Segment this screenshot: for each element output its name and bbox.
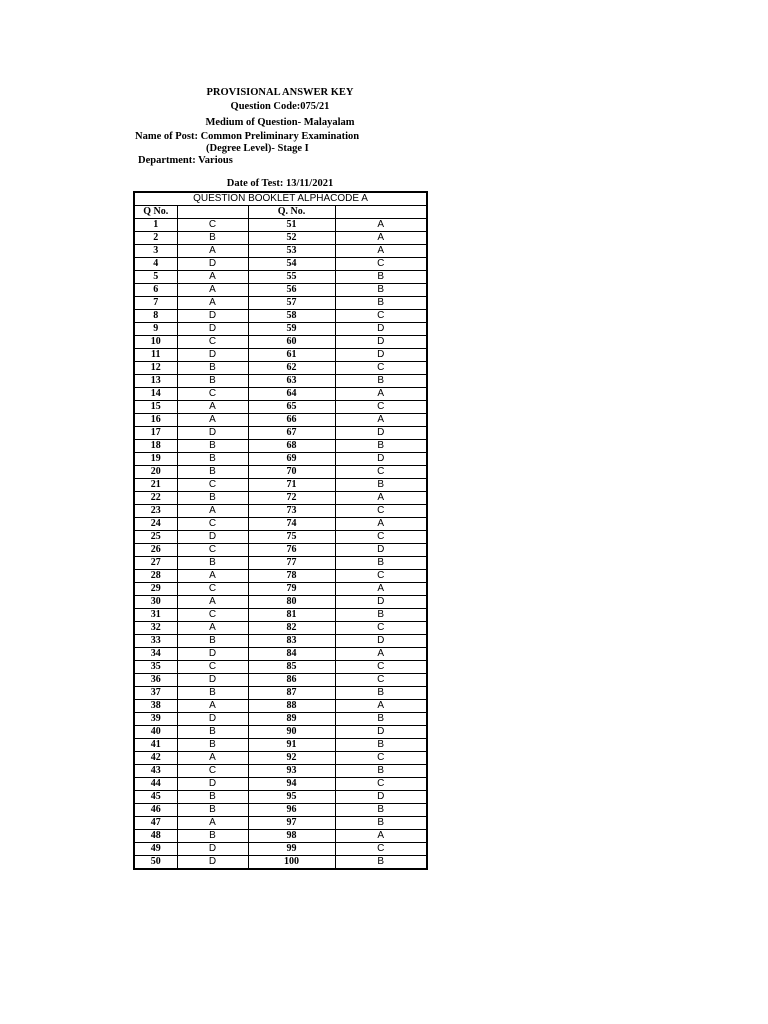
answer-right: A bbox=[335, 648, 427, 661]
answer-left: D bbox=[177, 349, 248, 362]
col-header-answer-left bbox=[177, 206, 248, 219]
question-number-right: 81 bbox=[248, 609, 335, 622]
answer-row bbox=[134, 310, 427, 323]
question-number-left: 22 bbox=[134, 492, 177, 505]
question-number-right: 67 bbox=[248, 427, 335, 440]
answer-row bbox=[134, 765, 427, 778]
answer-right: B bbox=[335, 765, 427, 778]
question-number-right: 79 bbox=[248, 583, 335, 596]
question-number-left: 44 bbox=[134, 778, 177, 791]
answer-right: B bbox=[335, 804, 427, 817]
question-number-left: 42 bbox=[134, 752, 177, 765]
answer-row bbox=[134, 271, 427, 284]
answer-left: B bbox=[177, 687, 248, 700]
answer-left: B bbox=[177, 453, 248, 466]
answer-left: D bbox=[177, 843, 248, 856]
answer-left: A bbox=[177, 596, 248, 609]
answer-left: B bbox=[177, 557, 248, 570]
question-number-right: 54 bbox=[248, 258, 335, 271]
question-number-left: 30 bbox=[134, 596, 177, 609]
answer-right: A bbox=[335, 414, 427, 427]
question-number-left: 32 bbox=[134, 622, 177, 635]
answer-left: B bbox=[177, 362, 248, 375]
post-level: (Degree Level)- Stage I bbox=[206, 143, 309, 154]
question-number-left: 40 bbox=[134, 726, 177, 739]
answer-row bbox=[134, 778, 427, 791]
question-number-left: 43 bbox=[134, 765, 177, 778]
question-number-right: 52 bbox=[248, 232, 335, 245]
answer-left: C bbox=[177, 518, 248, 531]
answer-left: B bbox=[177, 375, 248, 388]
question-number-left: 13 bbox=[134, 375, 177, 388]
answer-row bbox=[134, 830, 427, 843]
question-number-left: 19 bbox=[134, 453, 177, 466]
question-number-left: 2 bbox=[134, 232, 177, 245]
answer-right: A bbox=[335, 583, 427, 596]
answer-row bbox=[134, 219, 427, 232]
booklet-alphacode-label: QUESTION BOOKLET ALPHACODE A bbox=[134, 192, 427, 206]
question-number-right: 99 bbox=[248, 843, 335, 856]
question-number-right: 80 bbox=[248, 596, 335, 609]
answer-left: B bbox=[177, 830, 248, 843]
answer-row bbox=[134, 752, 427, 765]
answer-left: A bbox=[177, 622, 248, 635]
question-number-left: 5 bbox=[134, 271, 177, 284]
question-number-right: 70 bbox=[248, 466, 335, 479]
answer-right: B bbox=[335, 817, 427, 830]
question-number-right: 62 bbox=[248, 362, 335, 375]
question-number-right: 83 bbox=[248, 635, 335, 648]
question-number-left: 7 bbox=[134, 297, 177, 310]
answer-left: B bbox=[177, 804, 248, 817]
answer-row bbox=[134, 531, 427, 544]
answer-row bbox=[134, 596, 427, 609]
answer-left: D bbox=[177, 531, 248, 544]
answer-row bbox=[134, 635, 427, 648]
question-number-left: 33 bbox=[134, 635, 177, 648]
answer-row bbox=[134, 323, 427, 336]
answer-right: A bbox=[335, 700, 427, 713]
answer-right: B bbox=[335, 557, 427, 570]
answer-row bbox=[134, 856, 427, 870]
question-number-left: 31 bbox=[134, 609, 177, 622]
answer-left: D bbox=[177, 713, 248, 726]
date-of-test: Date of Test: 13/11/2021 bbox=[226, 178, 334, 189]
answer-row bbox=[134, 713, 427, 726]
answer-right: B bbox=[335, 609, 427, 622]
question-number-right: 63 bbox=[248, 375, 335, 388]
answer-row bbox=[134, 804, 427, 817]
answer-left: D bbox=[177, 310, 248, 323]
question-number-right: 74 bbox=[248, 518, 335, 531]
answer-left: D bbox=[177, 323, 248, 336]
answer-left: B bbox=[177, 440, 248, 453]
question-number-right: 59 bbox=[248, 323, 335, 336]
question-number-left: 6 bbox=[134, 284, 177, 297]
answer-left: C bbox=[177, 661, 248, 674]
question-number-left: 11 bbox=[134, 349, 177, 362]
answer-row bbox=[134, 687, 427, 700]
answer-left: D bbox=[177, 258, 248, 271]
answer-right: C bbox=[335, 843, 427, 856]
answer-row bbox=[134, 791, 427, 804]
answer-row bbox=[134, 817, 427, 830]
answer-row bbox=[134, 557, 427, 570]
answer-right: A bbox=[335, 388, 427, 401]
question-number-right: 66 bbox=[248, 414, 335, 427]
question-number-left: 9 bbox=[134, 323, 177, 336]
question-number-right: 88 bbox=[248, 700, 335, 713]
medium-of-question: Medium of Question- Malayalam bbox=[205, 117, 355, 128]
answer-row bbox=[134, 284, 427, 297]
answer-right: B bbox=[335, 284, 427, 297]
question-number-left: 36 bbox=[134, 674, 177, 687]
question-number-right: 100 bbox=[248, 856, 335, 870]
question-number-left: 20 bbox=[134, 466, 177, 479]
answer-left: D bbox=[177, 856, 248, 870]
question-number-left: 15 bbox=[134, 401, 177, 414]
answer-left: A bbox=[177, 414, 248, 427]
answer-row bbox=[134, 414, 427, 427]
answer-row bbox=[134, 453, 427, 466]
answer-right: C bbox=[335, 466, 427, 479]
answer-row bbox=[134, 349, 427, 362]
question-number-right: 92 bbox=[248, 752, 335, 765]
booklet-header-row bbox=[134, 192, 427, 206]
col-header-qno-left: Q No. bbox=[134, 206, 177, 219]
answer-right: B bbox=[335, 739, 427, 752]
question-number-left: 47 bbox=[134, 817, 177, 830]
question-number-left: 18 bbox=[134, 440, 177, 453]
answer-left: C bbox=[177, 544, 248, 557]
question-number-right: 58 bbox=[248, 310, 335, 323]
answer-right: D bbox=[335, 336, 427, 349]
answer-left: A bbox=[177, 284, 248, 297]
question-code: Question Code:075/21 bbox=[230, 101, 330, 112]
answer-row bbox=[134, 609, 427, 622]
answer-right: D bbox=[335, 791, 427, 804]
question-number-left: 4 bbox=[134, 258, 177, 271]
question-number-right: 51 bbox=[248, 219, 335, 232]
answer-right: C bbox=[335, 674, 427, 687]
question-number-right: 90 bbox=[248, 726, 335, 739]
answer-left: B bbox=[177, 739, 248, 752]
answer-row bbox=[134, 375, 427, 388]
answer-right: C bbox=[335, 778, 427, 791]
question-number-left: 25 bbox=[134, 531, 177, 544]
answer-row bbox=[134, 466, 427, 479]
answer-left: A bbox=[177, 700, 248, 713]
answer-right: D bbox=[335, 544, 427, 557]
question-number-left: 10 bbox=[134, 336, 177, 349]
answer-right: B bbox=[335, 479, 427, 492]
answer-right: B bbox=[335, 271, 427, 284]
question-number-right: 94 bbox=[248, 778, 335, 791]
column-header-row bbox=[134, 206, 427, 219]
answer-row bbox=[134, 258, 427, 271]
question-number-left: 16 bbox=[134, 414, 177, 427]
answer-left: A bbox=[177, 271, 248, 284]
answer-row bbox=[134, 583, 427, 596]
answer-row bbox=[134, 648, 427, 661]
answer-row bbox=[134, 245, 427, 258]
question-number-left: 23 bbox=[134, 505, 177, 518]
answer-left: C bbox=[177, 583, 248, 596]
answer-row bbox=[134, 492, 427, 505]
answer-row bbox=[134, 388, 427, 401]
question-number-right: 68 bbox=[248, 440, 335, 453]
question-number-right: 53 bbox=[248, 245, 335, 258]
answer-left: A bbox=[177, 817, 248, 830]
answer-right: B bbox=[335, 687, 427, 700]
document-title: PROVISIONAL ANSWER KEY bbox=[206, 87, 354, 98]
answer-row bbox=[134, 739, 427, 752]
answer-right: C bbox=[335, 622, 427, 635]
answer-right: D bbox=[335, 349, 427, 362]
question-number-right: 57 bbox=[248, 297, 335, 310]
question-number-right: 85 bbox=[248, 661, 335, 674]
answer-right: A bbox=[335, 245, 427, 258]
question-number-left: 37 bbox=[134, 687, 177, 700]
answer-left: C bbox=[177, 609, 248, 622]
answer-right: C bbox=[335, 661, 427, 674]
answer-left: A bbox=[177, 297, 248, 310]
question-number-left: 27 bbox=[134, 557, 177, 570]
question-number-right: 84 bbox=[248, 648, 335, 661]
question-number-left: 1 bbox=[134, 219, 177, 232]
question-number-right: 89 bbox=[248, 713, 335, 726]
question-number-left: 24 bbox=[134, 518, 177, 531]
question-number-left: 3 bbox=[134, 245, 177, 258]
question-number-left: 21 bbox=[134, 479, 177, 492]
question-number-right: 78 bbox=[248, 570, 335, 583]
answer-left: C bbox=[177, 336, 248, 349]
answer-right: D bbox=[335, 323, 427, 336]
answer-right: A bbox=[335, 219, 427, 232]
question-number-left: 45 bbox=[134, 791, 177, 804]
question-number-right: 86 bbox=[248, 674, 335, 687]
answer-right: D bbox=[335, 635, 427, 648]
question-number-left: 50 bbox=[134, 856, 177, 870]
question-number-left: 38 bbox=[134, 700, 177, 713]
answer-left: D bbox=[177, 648, 248, 661]
answer-right: B bbox=[335, 440, 427, 453]
answer-left: C bbox=[177, 765, 248, 778]
question-number-left: 14 bbox=[134, 388, 177, 401]
answer-right: C bbox=[335, 310, 427, 323]
answer-right: B bbox=[335, 713, 427, 726]
answer-left: B bbox=[177, 492, 248, 505]
question-number-right: 87 bbox=[248, 687, 335, 700]
question-number-left: 35 bbox=[134, 661, 177, 674]
question-number-right: 71 bbox=[248, 479, 335, 492]
question-number-right: 93 bbox=[248, 765, 335, 778]
answer-row bbox=[134, 726, 427, 739]
question-number-right: 64 bbox=[248, 388, 335, 401]
question-number-right: 72 bbox=[248, 492, 335, 505]
answer-right: A bbox=[335, 518, 427, 531]
question-number-right: 97 bbox=[248, 817, 335, 830]
question-number-right: 76 bbox=[248, 544, 335, 557]
answer-left: B bbox=[177, 635, 248, 648]
answer-left: C bbox=[177, 479, 248, 492]
answer-right: C bbox=[335, 401, 427, 414]
question-number-left: 39 bbox=[134, 713, 177, 726]
answer-row bbox=[134, 362, 427, 375]
answer-left: B bbox=[177, 791, 248, 804]
answer-row bbox=[134, 622, 427, 635]
answer-right: D bbox=[335, 596, 427, 609]
question-number-left: 34 bbox=[134, 648, 177, 661]
answer-right: B bbox=[335, 856, 427, 870]
answer-row bbox=[134, 401, 427, 414]
answer-row bbox=[134, 544, 427, 557]
answer-right: C bbox=[335, 258, 427, 271]
answer-left: A bbox=[177, 245, 248, 258]
question-number-right: 73 bbox=[248, 505, 335, 518]
answer-left: A bbox=[177, 505, 248, 518]
answer-right: A bbox=[335, 830, 427, 843]
answer-right: C bbox=[335, 362, 427, 375]
question-number-left: 17 bbox=[134, 427, 177, 440]
answer-row bbox=[134, 440, 427, 453]
answer-left: B bbox=[177, 726, 248, 739]
name-of-post: Name of Post: Common Preliminary Examination bbox=[135, 131, 360, 142]
question-number-right: 91 bbox=[248, 739, 335, 752]
question-number-right: 75 bbox=[248, 531, 335, 544]
question-number-left: 29 bbox=[134, 583, 177, 596]
answer-row bbox=[134, 661, 427, 674]
question-number-right: 96 bbox=[248, 804, 335, 817]
question-number-left: 48 bbox=[134, 830, 177, 843]
answer-right: C bbox=[335, 752, 427, 765]
question-number-right: 95 bbox=[248, 791, 335, 804]
answer-left: B bbox=[177, 466, 248, 479]
answer-row bbox=[134, 505, 427, 518]
answer-left: B bbox=[177, 232, 248, 245]
question-number-right: 98 bbox=[248, 830, 335, 843]
answer-right: B bbox=[335, 297, 427, 310]
question-number-left: 8 bbox=[134, 310, 177, 323]
answer-right: C bbox=[335, 570, 427, 583]
answer-right: A bbox=[335, 492, 427, 505]
question-number-right: 61 bbox=[248, 349, 335, 362]
answer-key-table bbox=[133, 191, 428, 870]
answer-row bbox=[134, 674, 427, 687]
question-number-right: 55 bbox=[248, 271, 335, 284]
answer-left: A bbox=[177, 401, 248, 414]
question-number-left: 28 bbox=[134, 570, 177, 583]
question-number-right: 56 bbox=[248, 284, 335, 297]
answer-right: A bbox=[335, 232, 427, 245]
answer-left: C bbox=[177, 388, 248, 401]
answer-left: D bbox=[177, 778, 248, 791]
question-number-left: 26 bbox=[134, 544, 177, 557]
answer-row bbox=[134, 518, 427, 531]
answer-row bbox=[134, 297, 427, 310]
question-number-left: 41 bbox=[134, 739, 177, 752]
answer-row bbox=[134, 232, 427, 245]
answer-right: D bbox=[335, 427, 427, 440]
question-number-left: 12 bbox=[134, 362, 177, 375]
question-number-left: 49 bbox=[134, 843, 177, 856]
answer-row bbox=[134, 843, 427, 856]
answer-right: B bbox=[335, 375, 427, 388]
answer-row bbox=[134, 570, 427, 583]
question-number-right: 82 bbox=[248, 622, 335, 635]
department: Department: Various bbox=[138, 155, 233, 166]
answer-right: C bbox=[335, 531, 427, 544]
answer-left: D bbox=[177, 427, 248, 440]
answer-right: D bbox=[335, 453, 427, 466]
question-number-right: 60 bbox=[248, 336, 335, 349]
question-number-right: 77 bbox=[248, 557, 335, 570]
answer-row bbox=[134, 427, 427, 440]
question-number-right: 65 bbox=[248, 401, 335, 414]
question-number-right: 69 bbox=[248, 453, 335, 466]
answer-row bbox=[134, 479, 427, 492]
answer-right: C bbox=[335, 505, 427, 518]
col-header-qno-right: Q. No. bbox=[248, 206, 335, 219]
col-header-answer-right bbox=[335, 206, 427, 219]
answer-row bbox=[134, 700, 427, 713]
question-number-left: 46 bbox=[134, 804, 177, 817]
answer-left: C bbox=[177, 219, 248, 232]
answer-right: D bbox=[335, 726, 427, 739]
answer-left: A bbox=[177, 752, 248, 765]
answer-row bbox=[134, 336, 427, 349]
answer-left: D bbox=[177, 674, 248, 687]
answer-left: A bbox=[177, 570, 248, 583]
